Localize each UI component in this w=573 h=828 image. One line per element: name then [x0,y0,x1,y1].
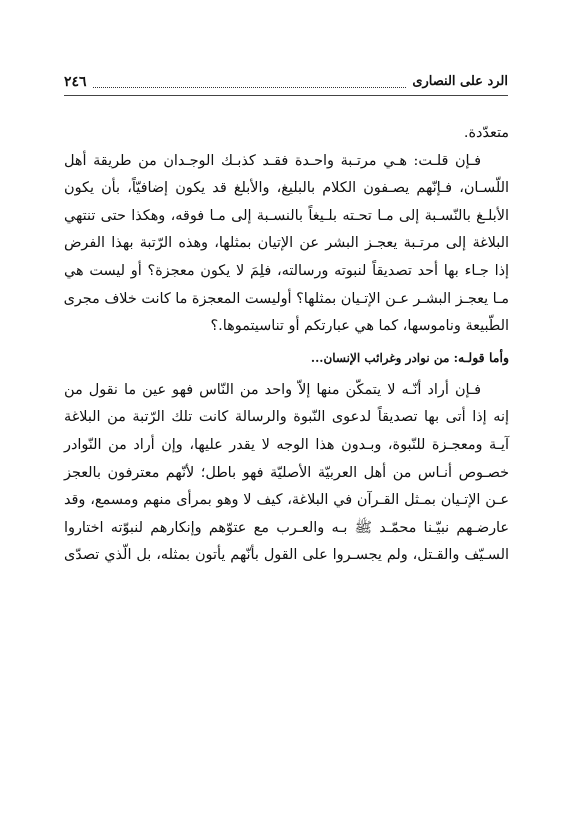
header-rule [64,95,508,96]
text-line: مـا يعجـز البشـر عـن الإتـيان بمثلها؟ أوليست المعجزة ما كانت خلاف مجرى [63,290,509,307]
text-line: آيـة ومعجـزة للنّبوة، وبـدون هذا الوجه لا يقدر عليها، وإن أراد من النّوادر [64,436,509,453]
paragraph-2 [64,377,509,570]
page-body [64,120,509,570]
text-line: فـإن أراد أنّـه لا يتمكّن منها إلاّ واحد من النّاس فهو عين ما نقول من [64,381,481,398]
text-line: الأبلـغ بالنّسـبة إلى مـا تحـته بلـيغاً بالنسـبة إلى مـا فوقه، وهكذا حتى تنتهي [64,207,509,224]
text-line: عـن الإتـيان بمـثل القـرآن في البلاغة، كيف لا وهو بمرأى منهم ومسمع، وقد [64,492,509,509]
paragraph-1 [64,148,509,341]
running-title: الرد على النصارى [412,74,508,89]
text-line: الطّبيعة وناموسها، كما هي عبارتكم أو تناسيتموها.؟ [210,318,509,335]
text-line: اللّسـان، فـإنّهم يصـفون الكلام بالبليغ، والأبلغ قد يكون إضافيّاً، بأن يكون [64,180,509,197]
text-line: السـيّف والقـتل، ولم يجسـروا على القول بأنّهم يأتون بمثله، بل الّذي تصدّى [64,547,509,564]
section-heading [64,347,509,369]
text-line: إذا جـاء بها أحد تصديقاً لنبوته ورسالته، فلِمَ لا يكون معجزة؟ أو ليست هي [64,262,509,279]
running-header [64,72,508,94]
text-line: خصـوص أنـاس من أهل العربيّة الأصليّة فهو باطل؛ لأنّهم معترفون بالعجز [64,464,509,481]
heading-rest: : من نوادر وغرائب الإنسان... [310,350,459,365]
text-line: فـإن قلـت: هـي مرتـبة واحـدة فقـد كذبـك الوجـدان من طريقة أهل [64,152,481,169]
heading-lead: وأما قولـه [458,349,509,365]
text-line: إنه إذا أتى بها تصديقاً لدعوى النّبوة والرسالة كانت تلك الرّتبة من البلاغة [64,409,509,426]
text-line: متعدّدة. [463,125,509,141]
text-line: عارضـهم نبيّـنا محمّـد ﷺ بـه والعـرب مع عتوّهم وإنكارهم لنبوّته اختاروا [64,519,509,536]
text-line: البلاغة إلى مرتـبة يعجـز البشر عن الإتيان بمثلها، وهذه الرّتبة بهذا الفرض [64,235,509,252]
page-number: ٢٤٦ [64,74,87,90]
header-dot-leader [93,86,407,88]
